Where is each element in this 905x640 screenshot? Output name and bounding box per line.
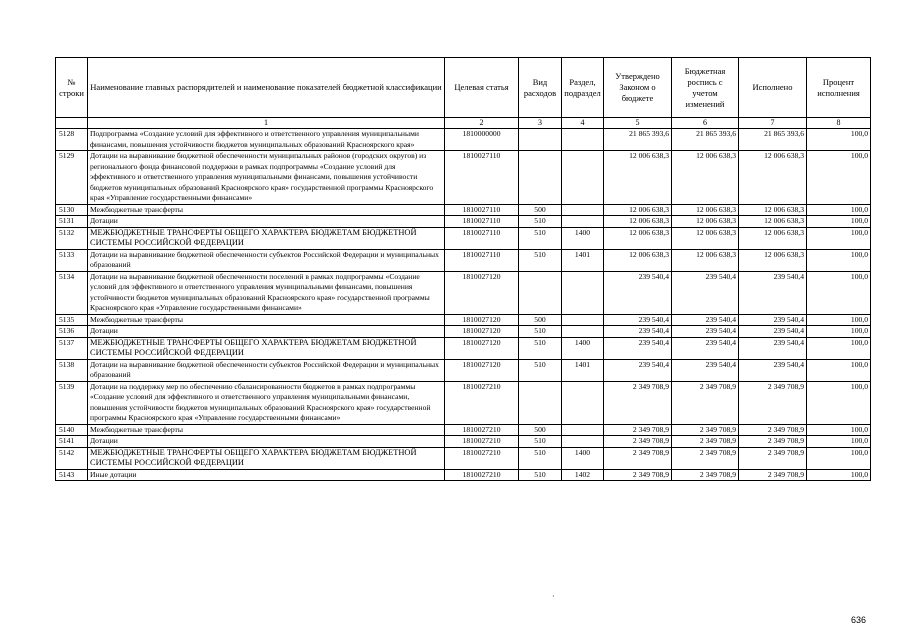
executed-amount: 239 540,4 [739,271,807,314]
executed-amount: 12 006 638,3 [739,227,807,249]
header-percent: Процент исполнения [807,58,871,118]
header-expense-type: Вид расходов [519,58,562,118]
approved-amount: 21 865 393,6 [604,129,672,151]
expense-type [519,151,562,205]
execution-percent: 100,0 [807,337,871,359]
target-article: 1810027120 [445,359,519,381]
executed-amount: 2 349 708,9 [739,447,807,469]
row-number: 5136 [56,326,88,338]
execution-percent: 100,0 [807,271,871,314]
row-name: МЕЖБЮДЖЕТНЫЕ ТРАНСФЕРТЫ ОБЩЕГО ХАРАКТЕРА БЮДЖЕТАМ БЮДЖЕТНОЙ СИСТЕМЫ РОССИЙСКОЙ ФЕДЕРАЦИИ [88,447,445,469]
expense-type [519,381,562,424]
execution-percent: 100,0 [807,314,871,326]
roster-amount: 12 006 638,3 [672,249,739,271]
target-article: 1810027210 [445,381,519,424]
expense-type: 500 [519,204,562,216]
approved-amount: 12 006 638,3 [604,227,672,249]
section-code [562,129,604,151]
row-name: МЕЖБЮДЖЕТНЫЕ ТРАНСФЕРТЫ ОБЩЕГО ХАРАКТЕРА БЮДЖЕТАМ БЮДЖЕТНОЙ СИСТЕМЫ РОССИЙСКОЙ ФЕДЕРАЦИИ [88,227,445,249]
approved-amount: 2 349 708,9 [604,424,672,436]
column-number: 8 [807,118,871,129]
roster-amount: 239 540,4 [672,271,739,314]
target-article: 1810027210 [445,469,519,481]
execution-percent: 100,0 [807,227,871,249]
section-code [562,424,604,436]
approved-amount: 12 006 638,3 [604,216,672,228]
table-row [56,447,871,469]
roster-amount: 12 006 638,3 [672,151,739,205]
roster-amount: 12 006 638,3 [672,227,739,249]
table-row [56,216,871,228]
target-article: 1810027110 [445,151,519,205]
executed-amount: 12 006 638,3 [739,216,807,228]
row-name: Межбюджетные трансферты [88,314,445,326]
target-article: 1810027110 [445,249,519,271]
table-row [56,271,871,314]
table-row [56,326,871,338]
column-number [56,118,88,129]
execution-percent: 100,0 [807,216,871,228]
execution-percent: 100,0 [807,249,871,271]
row-number: 5135 [56,314,88,326]
expense-type: 510 [519,359,562,381]
column-number: 6 [672,118,739,129]
executed-amount: 2 349 708,9 [739,424,807,436]
approved-amount: 2 349 708,9 [604,447,672,469]
target-article: 1810027120 [445,271,519,314]
roster-amount: 2 349 708,9 [672,436,739,448]
row-name: Подпрограмма «Создание условий для эффективного и ответственного управления муниципальными финансами, повышения устойчивости бюджетов муниципальных образований Красноярского края» [88,129,445,151]
target-article: 1810027110 [445,204,519,216]
execution-percent: 100,0 [807,424,871,436]
header-section: Раздел, подраздел [562,58,604,118]
row-name: Иные дотации [88,469,445,481]
expense-type: 510 [519,469,562,481]
row-name: Дотации на выравнивание бюджетной обеспеченности муниципальных районов (городских округов) из регионального фонда финансовой поддержки в рамках подпрограммы «Создание условий для эффективного и ответственного управления муниципальными финансами, повышения устойчивости бюджетов муниципальных образований Красноярского края» государственной программы Красноярского края «Управление государственными финансами» [88,151,445,205]
executed-amount: 12 006 638,3 [739,249,807,271]
section-code [562,381,604,424]
section-code: 1400 [562,447,604,469]
row-number: 5143 [56,469,88,481]
approved-amount: 12 006 638,3 [604,204,672,216]
section-code [562,271,604,314]
table-row [56,227,871,249]
header-row-number: № строки [56,58,88,118]
executed-amount: 2 349 708,9 [739,436,807,448]
target-article: 1810027120 [445,326,519,338]
executed-amount: 239 540,4 [739,314,807,326]
row-number: 5138 [56,359,88,381]
header-budget-roster: Бюджетная роспись с учетом изменений [672,58,739,118]
section-code [562,204,604,216]
target-article: 1810000000 [445,129,519,151]
expense-type: 500 [519,314,562,326]
budget-report-sheet [55,57,870,481]
section-code: 1401 [562,359,604,381]
approved-amount: 239 540,4 [604,359,672,381]
expense-type: 510 [519,447,562,469]
expense-type: 510 [519,436,562,448]
roster-amount: 239 540,4 [672,326,739,338]
executed-amount: 2 349 708,9 [739,469,807,481]
section-code: 1401 [562,249,604,271]
table-body [56,129,871,481]
row-name: МЕЖБЮДЖЕТНЫЕ ТРАНСФЕРТЫ ОБЩЕГО ХАРАКТЕРА БЮДЖЕТАМ БЮДЖЕТНОЙ СИСТЕМЫ РОССИЙСКОЙ ФЕДЕРАЦИИ [88,337,445,359]
section-code: 1400 [562,337,604,359]
row-name: Дотации на выравнивание бюджетной обеспеченности субъектов Российской Федерации и муниципальных образований [88,359,445,381]
expense-type: 510 [519,216,562,228]
roster-amount: 239 540,4 [672,314,739,326]
table-row [56,381,871,424]
executed-amount: 2 349 708,9 [739,381,807,424]
row-name: Дотации [88,436,445,448]
execution-percent: 100,0 [807,326,871,338]
execution-percent: 100,0 [807,381,871,424]
target-article: 1810027210 [445,436,519,448]
expense-type: 510 [519,249,562,271]
executed-amount: 12 006 638,3 [739,151,807,205]
table-row [56,337,871,359]
row-name: Дотации [88,326,445,338]
row-number: 5131 [56,216,88,228]
expense-type: 510 [519,337,562,359]
column-number: 5 [604,118,672,129]
execution-percent: 100,0 [807,129,871,151]
row-number: 5142 [56,447,88,469]
roster-amount: 239 540,4 [672,359,739,381]
target-article: 1810027110 [445,227,519,249]
column-number-row [56,118,871,129]
roster-amount: 2 349 708,9 [672,447,739,469]
target-article: 1810027110 [445,216,519,228]
table-row [56,314,871,326]
roster-amount: 2 349 708,9 [672,381,739,424]
target-article: 1810027210 [445,447,519,469]
expense-type: 510 [519,227,562,249]
execution-percent: 100,0 [807,204,871,216]
page-number: 636 [851,615,867,625]
row-number: 5133 [56,249,88,271]
row-number: 5128 [56,129,88,151]
row-number: 5132 [56,227,88,249]
section-code [562,436,604,448]
stray-mark: · [552,592,555,601]
column-number: 3 [519,118,562,129]
row-name: Межбюджетные трансферты [88,204,445,216]
column-number: 2 [445,118,519,129]
execution-percent: 100,0 [807,359,871,381]
expense-type [519,129,562,151]
expense-type [519,271,562,314]
execution-percent: 100,0 [807,151,871,205]
execution-percent: 100,0 [807,447,871,469]
column-number: 1 [88,118,445,129]
executed-amount: 239 540,4 [739,326,807,338]
executed-amount: 239 540,4 [739,359,807,381]
section-code [562,216,604,228]
executed-amount: 21 865 393,6 [739,129,807,151]
section-code: 1402 [562,469,604,481]
approved-amount: 2 349 708,9 [604,469,672,481]
row-name: Дотации [88,216,445,228]
approved-amount: 12 006 638,3 [604,249,672,271]
table-row [56,204,871,216]
section-code: 1400 [562,227,604,249]
approved-amount: 239 540,4 [604,337,672,359]
section-code [562,314,604,326]
roster-amount: 239 540,4 [672,337,739,359]
execution-percent: 100,0 [807,469,871,481]
section-code [562,326,604,338]
row-number: 5141 [56,436,88,448]
executed-amount: 239 540,4 [739,337,807,359]
table-row [56,151,871,205]
roster-amount: 21 865 393,6 [672,129,739,151]
row-name: Межбюджетные трансферты [88,424,445,436]
table-row [56,129,871,151]
roster-amount: 12 006 638,3 [672,216,739,228]
target-article: 1810027210 [445,424,519,436]
executed-amount: 12 006 638,3 [739,204,807,216]
approved-amount: 239 540,4 [604,271,672,314]
row-name: Дотации на выравнивание бюджетной обеспеченности субъектов Российской Федерации и муниципальных образований [88,249,445,271]
roster-amount: 2 349 708,9 [672,424,739,436]
approved-amount: 239 540,4 [604,314,672,326]
expense-type: 510 [519,326,562,338]
expense-type: 500 [519,424,562,436]
table-header-row [56,58,871,118]
table-row [56,359,871,381]
table-row [56,469,871,481]
header-name: Наименование главных распорядителей и наименование показателей бюджетной классификации [88,58,445,118]
row-name: Дотации на поддержку мер по обеспечению сбалансированности бюджетов в рамках подпрограммы «Создание условий для эффективного и ответственного управления муниципальными финансами, повышения устойчивости бюджетов муниципальных образований Красноярского края» государственной программы Красноярского края «Управление государственными финансами» [88,381,445,424]
approved-amount: 2 349 708,9 [604,381,672,424]
budget-table [55,57,871,481]
row-number: 5129 [56,151,88,205]
approved-amount: 12 006 638,3 [604,151,672,205]
section-code [562,151,604,205]
header-target-article: Целевая статья [445,58,519,118]
header-executed: Исполнено [739,58,807,118]
approved-amount: 239 540,4 [604,326,672,338]
approved-amount: 2 349 708,9 [604,436,672,448]
target-article: 1810027120 [445,337,519,359]
row-number: 5140 [56,424,88,436]
table-row [56,424,871,436]
roster-amount: 12 006 638,3 [672,204,739,216]
column-number: 4 [562,118,604,129]
roster-amount: 2 349 708,9 [672,469,739,481]
target-article: 1810027120 [445,314,519,326]
execution-percent: 100,0 [807,436,871,448]
header-approved: Утверждено Законом о бюджете [604,58,672,118]
row-number: 5130 [56,204,88,216]
table-row [56,436,871,448]
column-number: 7 [739,118,807,129]
row-number: 5137 [56,337,88,359]
row-name: Дотации на выравнивание бюджетной обеспеченности поселений в рамках подпрограммы «Создание условий для эффективного и ответственного управления муниципальными финансами, повышения устойчивости бюджетов муниципальных образований Красноярского края» государственной программы Красноярского края «Управление государственными финансами» [88,271,445,314]
row-number: 5139 [56,381,88,424]
row-number: 5134 [56,271,88,314]
table-row [56,249,871,271]
